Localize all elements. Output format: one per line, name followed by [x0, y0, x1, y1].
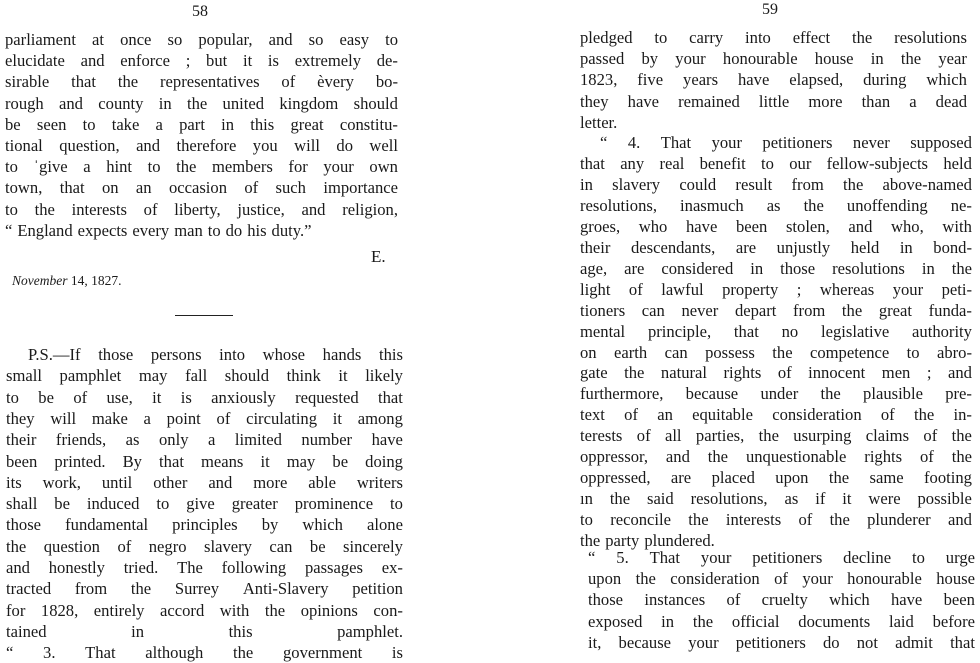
- text-line: town, that on an occasion of such importance: [5, 178, 398, 198]
- text-line: in slavery could result from the above-named: [580, 174, 972, 194]
- text-line: their descendants, are unjustly held in bond-: [580, 237, 972, 257]
- text-line: rough and county in the united kingdom should: [5, 93, 398, 113]
- text-line: “ 5. That your petitioners decline to urge: [588, 548, 975, 567]
- page-number: 59: [762, 1, 778, 18]
- text-line: 1823, five years have elapsed, during which: [580, 70, 967, 90]
- text-line: gate the natural rights of innocent men ; and: [580, 363, 972, 383]
- text-line: ın the said resolutions, as if it were possible: [580, 489, 972, 509]
- text-line: their friends, as only a limited number have: [6, 430, 403, 450]
- text-line: resolutions, inasmuch as the unoffending ne-: [580, 195, 972, 215]
- text-line: they have remained little more than a dead: [580, 91, 967, 111]
- text-line: it, because your petitioners do not admit that: [588, 632, 975, 652]
- text-line: terests of all parties, the usurping claims of the: [580, 426, 972, 446]
- text-line: groes, who have been stolen, and who, with: [580, 216, 972, 236]
- text-line: “ England expects every man to do his duty.”: [5, 220, 312, 240]
- text-line: be seen to take a part in this great constitu-: [5, 114, 398, 134]
- date-rest: 14, 1827.: [70, 273, 122, 288]
- text-line: that any real benefit to our fellow-subjects held: [580, 153, 972, 173]
- text-line: to be of use, it is anxiously requested that: [6, 387, 403, 407]
- text-line: to ˈgive a hint to the members for your own: [5, 157, 398, 177]
- text-line: letter.: [580, 112, 618, 132]
- text-line: for 1828, entirely accord with the opinions con-: [6, 600, 403, 620]
- text-line: the party plundered.: [580, 531, 715, 551]
- text-line: tracted from the Surrey Anti-Slavery petition: [6, 579, 403, 599]
- left-page: [0, 0, 412, 663]
- text-line: age, are considered in those resolutions in the: [580, 258, 972, 278]
- text-line: tioners can never depart from the great funda-: [580, 300, 972, 320]
- text-line: its work, until other and more able writers: [6, 472, 403, 492]
- text-line: elucidate and enforce ; but it is extremely de-: [5, 51, 398, 71]
- text-line: passed by your honourable house in the year: [580, 49, 967, 69]
- text-line: mental principle, that no legislative authority: [580, 321, 972, 341]
- text-line: and honestly tried. The following passages ex-: [6, 558, 403, 577]
- signature-initial: E.: [371, 247, 386, 266]
- text-line: on earth can possess the competence to abro-: [580, 342, 972, 362]
- text-line: those fundamental principles by which alone: [6, 515, 403, 535]
- page-number: 58: [192, 3, 208, 20]
- text-line: pledged to carry into effect the resolutions: [580, 28, 967, 47]
- text-line: tional question, and therefore you will do well: [5, 136, 398, 155]
- text-line: to the interests of liberty, justice, and religion,: [5, 199, 398, 219]
- right-page: [572, 0, 980, 663]
- text-line: oppressor, and the unquestionable rights of the: [580, 447, 972, 467]
- text-line: tained in this pamphlet.: [6, 621, 403, 641]
- section-divider: [175, 315, 233, 316]
- text-line: “ 3. That although the government is: [6, 643, 403, 663]
- text-line: text of an equitable consideration of the in-: [580, 405, 972, 425]
- text-line: “ 4. That your petitioners never supposed: [600, 133, 972, 152]
- text-line: those instances of cruelty which have been: [588, 590, 975, 610]
- text-line: P.S.—If those persons into whose hands this: [28, 345, 403, 364]
- text-line: sirable that the representatives of èvery bo-: [5, 72, 398, 92]
- text-line: oppressed, are placed upon the same footing: [580, 468, 972, 488]
- text-line: furthermore, because under the plausible pre-: [580, 384, 972, 404]
- text-line: parliament at once so popular, and so easy to: [5, 30, 398, 49]
- text-line: to reconcile the interests of the plunderer and: [580, 510, 972, 530]
- text-line: shall be induced to give greater prominence to: [6, 494, 403, 514]
- dateline: [12, 272, 121, 290]
- text-line: exposed in the official documents laid before: [588, 611, 975, 631]
- date-month: November: [12, 273, 68, 288]
- text-line: been printed. By that means it may be doing: [6, 451, 403, 471]
- text-line: upon the consideration of your honourable house: [588, 569, 975, 589]
- text-line: they will make a point of circulating it among: [6, 408, 403, 428]
- text-line: small pamphlet may fall should think it likely: [6, 366, 403, 386]
- text-line: the question of negro slavery can be sincerely: [6, 536, 403, 556]
- text-line: light of lawful property ; whereas your peti-: [580, 279, 972, 299]
